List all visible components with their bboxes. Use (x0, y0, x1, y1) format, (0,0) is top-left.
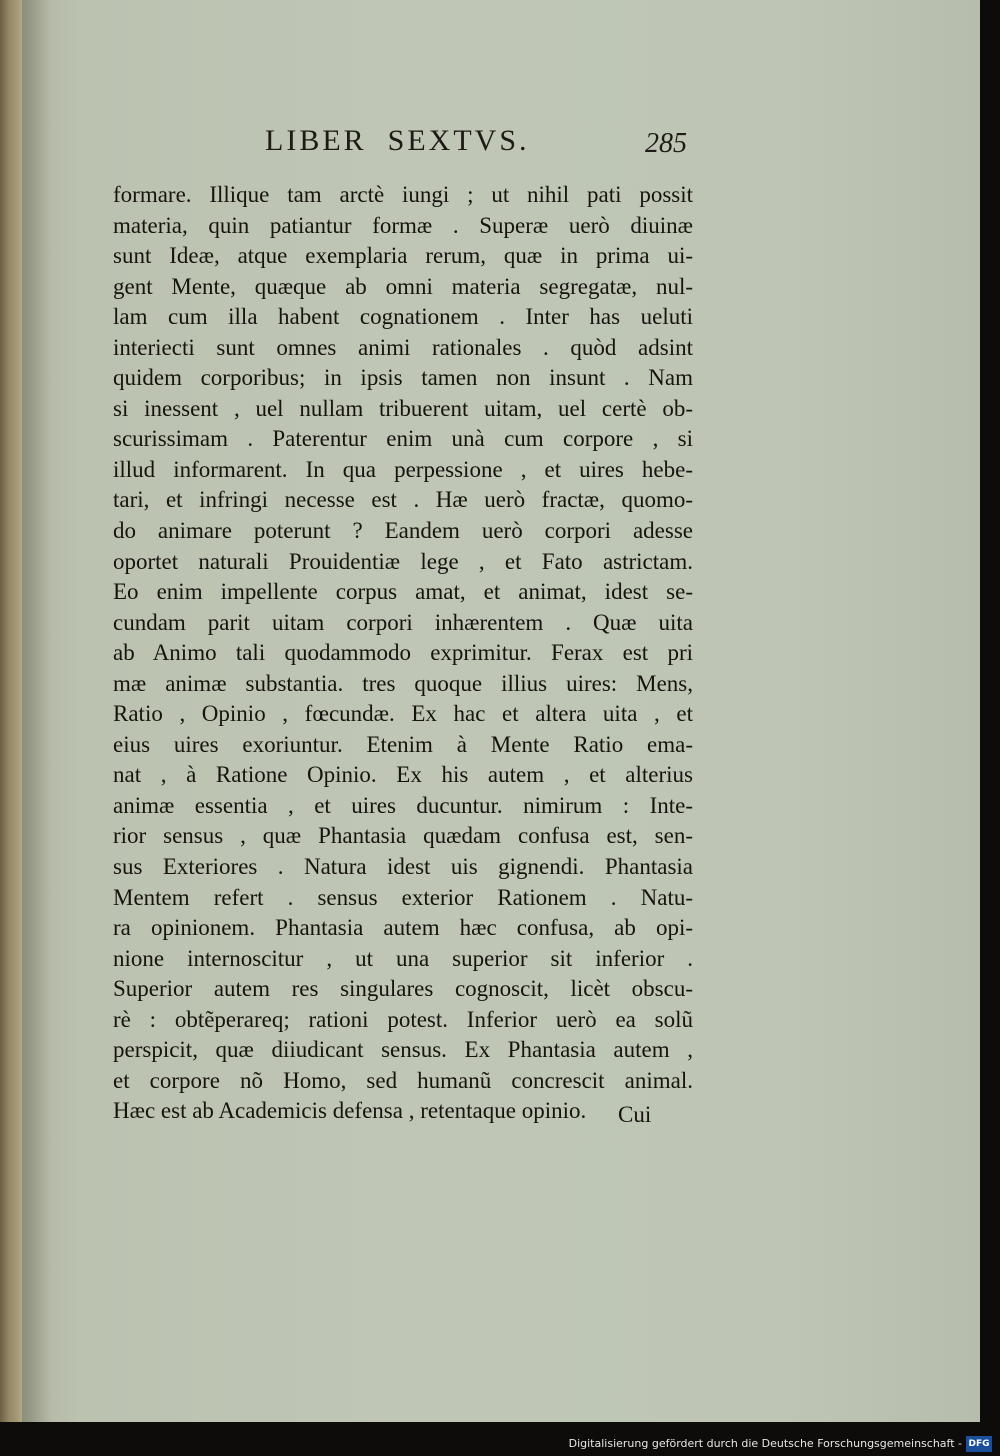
dfg-logo: DFG (966, 1436, 992, 1452)
text-line: Ratio , Opinio , fœcundæ. Ex hac et altera uita , et (113, 701, 693, 727)
text-line: quidem corporibus; in ipsis tamen non insunt . Nam (113, 365, 693, 391)
body-text (113, 180, 693, 1127)
text-line: Superior autem res singulares cognoscit, licèt obscu- (113, 976, 693, 1002)
text-line: rior sensus , quæ Phantasia quædam confusa est, sen- (113, 823, 693, 849)
text-line: scurissimam . Paterentur enim unà cum corpore , si (113, 426, 693, 452)
text-line: cundam parit uitam corpori inhærentem . Quæ uita (113, 609, 693, 635)
text-line: lam cum illa habent cognationem . Inter has ueluti (113, 304, 693, 330)
text-line: gent Mente, quæque ab omni materia segregatæ, nul- (113, 273, 693, 299)
running-head-title: LIBER SEXTVS. (265, 124, 530, 157)
text-line: et corpore nõ Homo, sed humanũ concrescit animal. (113, 1067, 693, 1093)
text-line: sus Exteriores . Natura idest uis gignendi. Phantasia (113, 854, 693, 880)
text-line: oportet naturali Prouidentiæ lege , et Fato astrictam. (113, 548, 693, 574)
text-line: rè : obtẽperareq; rationi potest. Inferior uerò ea solũ (113, 1006, 693, 1032)
text-line: Eo enim impellente corpus amat, et animat, idest se- (113, 579, 693, 605)
page-number: 285 (645, 128, 687, 159)
digitization-credit: Digitalisierung gefördert durch die Deutsche Forschungsgemeinschaft - (568, 1437, 962, 1450)
text-line: nione internoscitur , ut una superior sit inferior . (113, 945, 693, 971)
catchword: Cui (618, 1102, 652, 1127)
text-line: ra opinionem. Phantasia autem hæc confusa, ab opi- (113, 915, 693, 941)
text-line: Mentem refert . sensus exterior Rationem . Natu- (113, 884, 693, 910)
text-line: tari, et infringi necesse est . Hæ uerò fractæ, quomo- (113, 487, 693, 513)
text-line: sunt Ideæ, atque exemplaria rerum, quæ in prima ui- (113, 243, 693, 269)
text-line: animæ essentia , et uires ducuntur. nimirum : Inte- (113, 792, 693, 818)
text-line: do animare poterunt ? Eandem uerò corpori adesse (113, 518, 693, 544)
text-line: interiecti sunt omnes animi rationales . quòd adsint (113, 334, 693, 360)
footer-bar (0, 1422, 1000, 1456)
gutter-shadow (22, 0, 52, 1422)
text-line: si inessent , uel nullam tribuerent uitam, uel certè ob- (113, 395, 693, 421)
text-line: perspicit, quæ diiudicant sensus. Ex Phantasia autem , (113, 1037, 693, 1063)
text-line: mæ animæ substantia. tres quoque illius uires: Mens, (113, 670, 693, 696)
text-line: ab Animo tali quodammodo exprimitur. Ferax est pri (113, 640, 693, 666)
text-line: eius uires exoriuntur. Etenim à Mente Ratio ema- (113, 731, 693, 757)
text-line: illud informarent. In qua perpessione , et uires hebe- (113, 456, 693, 482)
text-line: Hæc est ab Academicis defensa , retentaque opinio. (113, 1098, 587, 1124)
text-line: formare. Illique tam arctè iungi ; ut nihil pati possit (113, 182, 693, 207)
text-line: nat , à Ratione Opinio. Ex his autem , et alterius (113, 762, 693, 788)
text-line: materia, quin patiantur formæ . Superæ uerò diuinæ (113, 212, 693, 238)
